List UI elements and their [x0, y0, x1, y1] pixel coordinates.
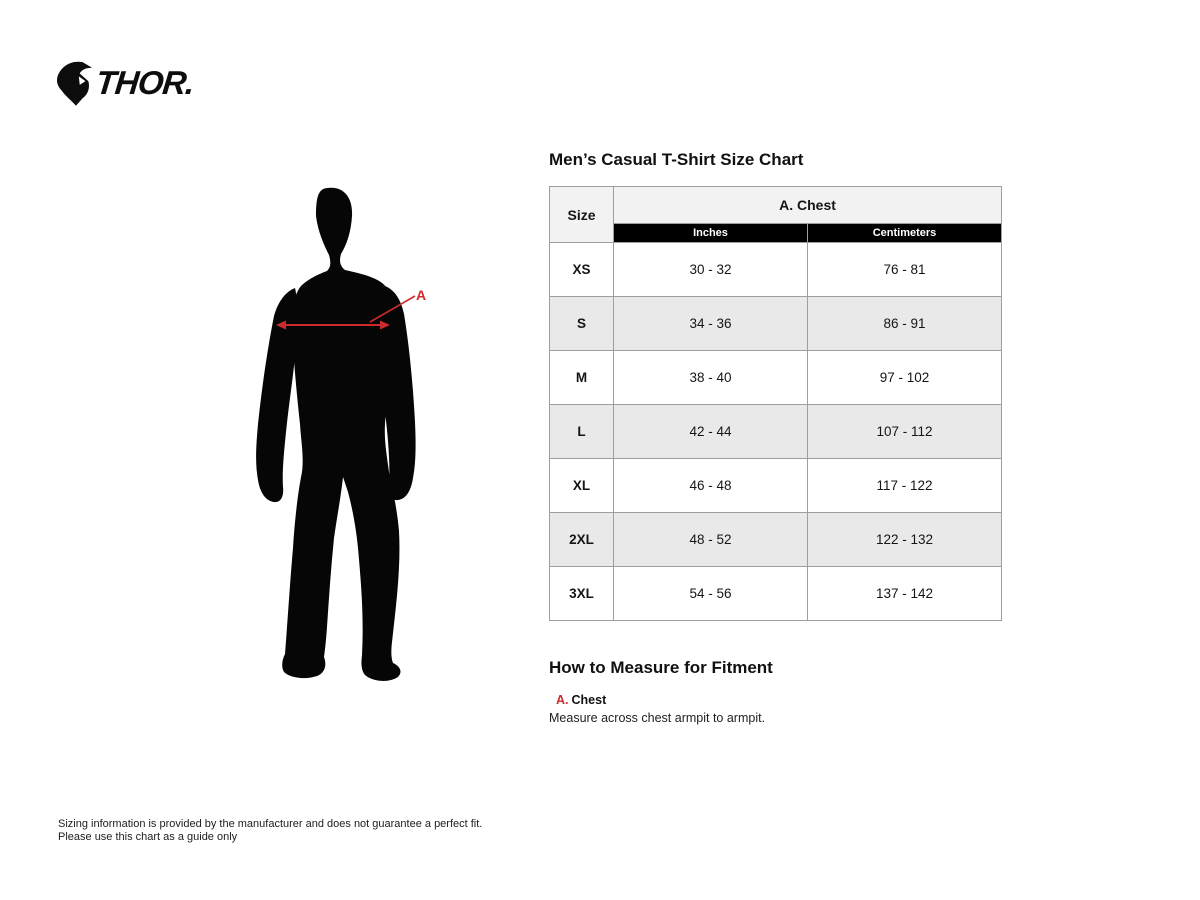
centimeters-value: 76 - 81 — [808, 243, 1002, 297]
column-header-chest: A. Chest — [614, 187, 1002, 224]
column-header-size: Size — [550, 187, 614, 243]
inches-value: 42 - 44 — [614, 405, 808, 459]
measure-item-chest — [556, 693, 606, 707]
table-row-xl — [550, 459, 1002, 513]
table-row-m — [550, 351, 1002, 405]
brand-logo — [56, 58, 194, 108]
column-header-centimeters: Centimeters — [808, 224, 1002, 243]
inches-value: 46 - 48 — [614, 459, 808, 513]
centimeters-value: 122 - 132 — [808, 513, 1002, 567]
column-header-inches: Inches — [614, 224, 808, 243]
size-label: 2XL — [550, 513, 614, 567]
inches-value: 54 - 56 — [614, 567, 808, 621]
measure-item-description: Measure across chest armpit to armpit. — [549, 711, 766, 725]
left-arm-silhouette — [256, 288, 297, 502]
how-to-measure-title: How to Measure for Fitment — [549, 658, 773, 677]
brand-wordmark: THOR. — [94, 64, 196, 101]
table-header-row — [550, 187, 1002, 224]
size-label: M — [550, 351, 614, 405]
size-label: 3XL — [550, 567, 614, 621]
disclaimer-line-2: Please use this chart as a guide only — [58, 830, 238, 843]
centimeters-value: 107 - 112 — [808, 405, 1002, 459]
table-row-2xl — [550, 513, 1002, 567]
centimeters-value: 86 - 91 — [808, 297, 1002, 351]
disclaimer-line-1: Sizing information is provided by the manufacturer and does not guarantee a perfect fit. — [58, 818, 483, 830]
measurement-label-a: A — [416, 287, 427, 303]
table-row-3xl — [550, 567, 1002, 621]
inches-value: 38 - 40 — [614, 351, 808, 405]
table-unit-row — [550, 224, 1002, 243]
thor-ram-head-icon — [56, 60, 94, 106]
sizing-disclaimer — [58, 818, 482, 843]
measure-item-name: Chest — [571, 693, 607, 707]
inches-value: 30 - 32 — [614, 243, 808, 297]
inches-value: 48 - 52 — [614, 513, 808, 567]
measurement-figure — [248, 186, 428, 711]
size-label: XL — [550, 459, 614, 513]
centimeters-value: 117 - 122 — [808, 459, 1002, 513]
body-silhouette — [282, 188, 400, 681]
centimeters-value: 137 - 142 — [808, 567, 1002, 621]
size-label: S — [550, 297, 614, 351]
measure-item-key: A. — [556, 693, 569, 707]
centimeters-value: 97 - 102 — [808, 351, 1002, 405]
size-table — [549, 186, 1002, 621]
inches-value: 34 - 36 — [614, 297, 808, 351]
size-chart-title: Men’s Casual T-Shirt Size Chart — [549, 150, 804, 169]
size-label: XS — [550, 243, 614, 297]
table-row-s — [550, 297, 1002, 351]
table-row-xs — [550, 243, 1002, 297]
size-label: L — [550, 405, 614, 459]
table-row-l — [550, 405, 1002, 459]
